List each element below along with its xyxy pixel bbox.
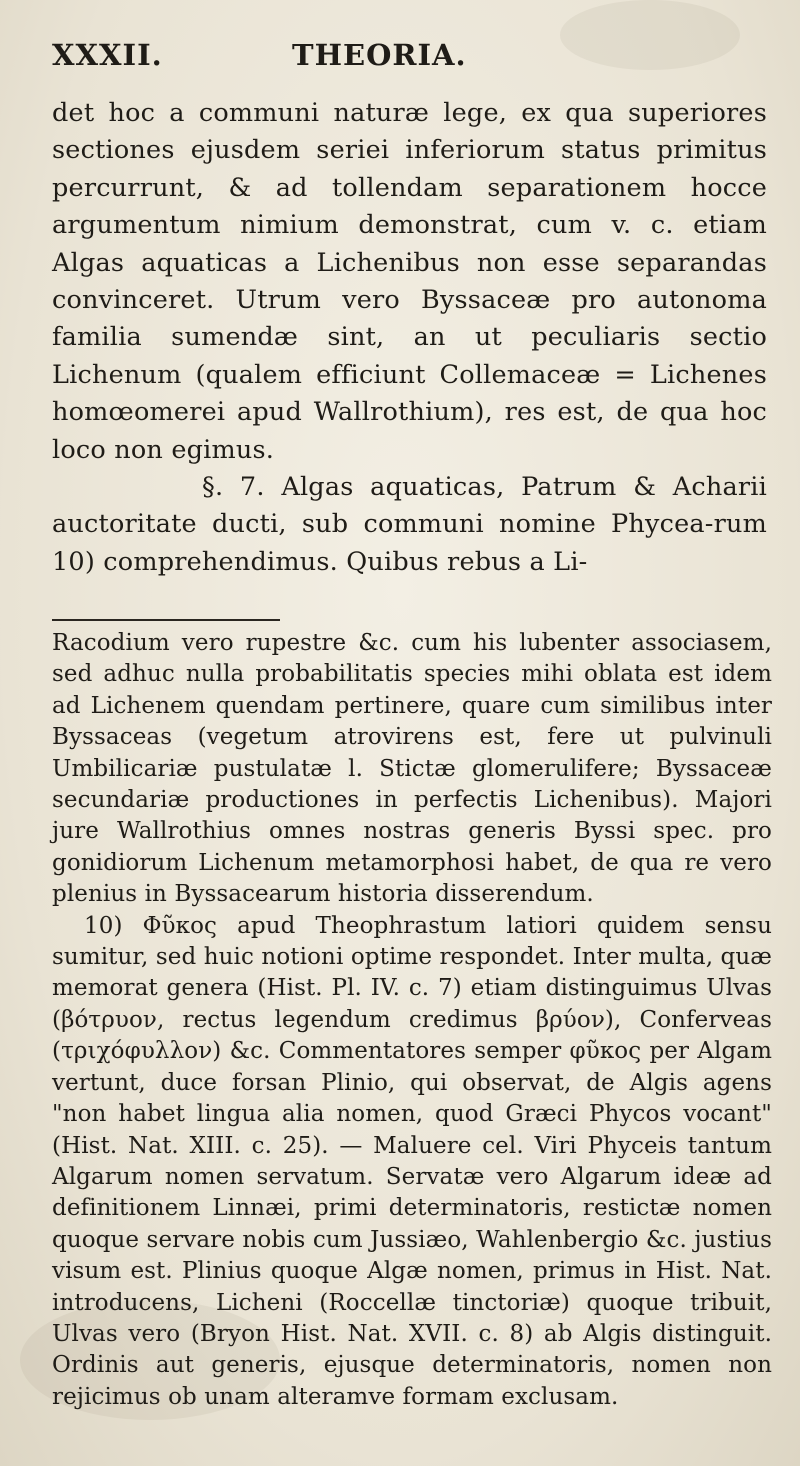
footnote-continuation: Racodium vero rupestre &c. cum his lubenter associasem, sed adhuc nulla probabilitatis species mihi oblata est idem ad Lichenem quendam pertinere, quare cum similibus inter Byssaceas (vegetum atrovirens est, fere ut pulvinuli Umbilicariæ pustulatæ l. Stictæ glomerulifere; Byssaceæ secundariæ productiones in perfectis Lichenibus). Majori jure Wallrothius omnes nostras generis Byssi spec. pro gonidiorum Lichenum metamorphosi habet, de qua re vero plenius in Byssacearum historia disserendum.	[52, 630, 772, 908]
footnote-rule	[52, 619, 280, 621]
running-head: THEORIA.	[292, 38, 467, 72]
paragraph: det hoc a communi naturæ lege, ex qua superiores sectiones ejusdem seriei inferiorum status primitus percurrunt, & ad tollendam separationem hocce argumentum nimium demonstrat, cum v. c. etiam Algas aquaticas a Lichenibus non esse separandas convinceret. Utrum vero Byssaceæ pro autonoma familia sumendæ sint, an ut peculiaris sectio Lichenum (qualem efficiunt Collemaceæ = Lichenes homœomerei apud Wallrothium), res est, de qua hoc loco non egimus.	[52, 98, 767, 465]
page-number: XXXII.	[52, 38, 163, 72]
footnotes	[52, 628, 772, 1413]
main-text	[52, 95, 767, 581]
paragraph-section-7: §. 7. Algas aquaticas, Patrum & Acharii auctoritate ducti, sub communi nomine Phycea-rum 10) comprehendimus. Quibus rebus a Li-	[52, 472, 767, 577]
page-header	[52, 38, 752, 78]
footnote-10: 10) Φῦκος apud Theophrastum latiori quidem sensu sumitur, sed huic notioni optime respondet. Inter multa, quæ memorat genera (Hist. Pl. IV. c. 7) etiam distinguimus Ulvas (βότρυον, rectus legendum credimus βρύον), Conferveas (τριχόφυλλον) &c. Commentatores semper φῦκος per Algam vertunt, duce forsan Plinio, qui observat, de Algis agens "non habet lingua alia nomen, quod Græci Phycos vocant" (Hist. Nat. XIII. c. 25). — Maluere cel. Viri Phyceis tantum Algarum nomen servatum. Servatæ vero Algarum ideæ ad definitionem Linnæi, primi determinatoris, restictæ nomen quoque servare nobis cum Jussiæo, Wahlenbergio &c. justius visum est. Plinius quoque Algæ nomen, primus in Hist. Nat. introducens, Licheni (Roccellæ tinctoriæ) quoque tribuit, Ulvas vero (Bryon Hist. Nat. XVII. c. 8) ab Algis distinguit. Ordinis aut generis, ejusque determinatoris, nomen non rejicimus ob unam alteramve formam exclusam.	[52, 912, 772, 1410]
